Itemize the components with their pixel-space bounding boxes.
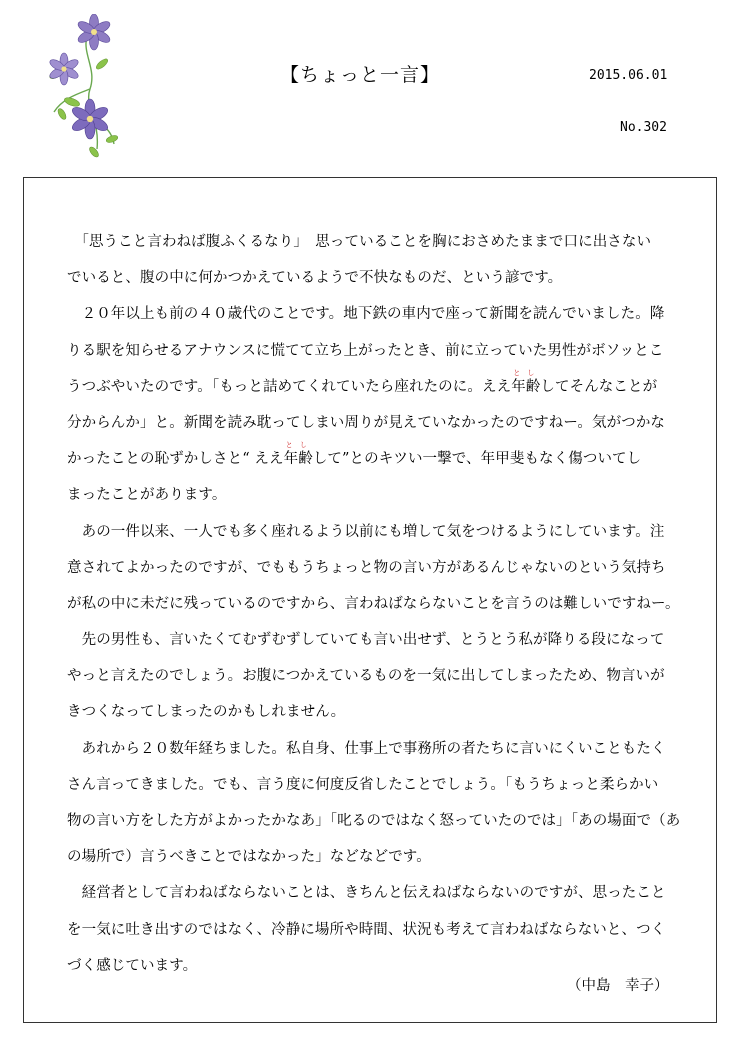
issue-number: No.302 xyxy=(620,120,667,135)
text-segment: して”とのキツい一撃で、年甲斐もなく傷ついてし xyxy=(312,451,642,468)
flower-top xyxy=(76,14,112,50)
ruby-reading: と し xyxy=(513,368,535,377)
text-line: づく感じています。 xyxy=(67,957,198,974)
clematis-flower-illustration xyxy=(42,14,132,164)
flower-middle xyxy=(48,53,80,85)
text-line-with-ruby xyxy=(67,441,697,480)
ruby-base: 年齢 xyxy=(511,378,541,395)
text-segment: かったことの恥ずかしさと“ ええ xyxy=(67,451,284,468)
text-line: を一気に吐き出すのではなく、冷静に場所や時間、状況も考えて言わねばならないと、つく xyxy=(67,921,666,938)
ruby-reading: と し xyxy=(285,441,307,450)
issue-date: 2015.06.01 xyxy=(589,68,668,83)
text-line-with-ruby xyxy=(67,368,697,408)
text-line: の場所で）言うべきことではなかった」などなどです。 xyxy=(67,849,431,866)
text-line: まったことがあります。 xyxy=(67,487,227,504)
text-line: 物の言い方をした方がよかったかなあ」「叱るのではなく怒っていたのでは」「あの場面で（あ xyxy=(67,813,681,829)
text-line: でいると、腹の中に何かつかえているようで不快なものだ、という諺です。 xyxy=(67,270,563,287)
text-line: きつくなってしまったのかもしれません。 xyxy=(67,704,346,721)
text-line: あの一件以来、一人でも多く座れるよう以前にも増して気をつけるようにしています。注 xyxy=(67,523,665,540)
ruby-word xyxy=(511,368,541,395)
text-line: が私の中に未だに残っているのですから、言わねばならないことを言うのは難しいですねー。 xyxy=(67,595,680,612)
ruby-base: 年齢 xyxy=(283,451,313,468)
text-line: 経営者として言わねばならないことは、きちんと伝えねばならないのですが、思ったこと xyxy=(67,885,666,902)
article-body xyxy=(67,227,697,987)
ruby-word xyxy=(283,441,313,468)
text-line: さん言ってきました。でも、言う度に何度反省したことでしょう。「もうちょっと柔らかい xyxy=(67,776,659,793)
text-line: ２０年以上も前の４０歳代のことです。地下鉄の車内で座って新聞を読んでいました。降 xyxy=(67,306,665,323)
text-line: あれから２０数年経ちました。私自身、仕事上で事務所の者たちに言いにくいこともたく xyxy=(67,740,666,757)
text-line: 「思うこと言わねば腹ふくるなり」 思っていることを胸におさめたままで口に出さない xyxy=(67,234,652,250)
text-segment: うつぶやいたのです。「もっと詰めてくれていたら座れたのに。ええ xyxy=(67,378,512,395)
text-line: 分からんか」と。新聞を読み耽ってしまい周りが見えていなかったのですねー。気がつかな xyxy=(67,414,666,431)
text-line: やっと言えたのでしょう。お腹につかえているものを一気に出してしまったため、物言いが xyxy=(67,668,665,685)
text-segment: してそんなことが xyxy=(540,378,658,395)
text-line: 意されてよかったのですが、でももうちょっと物の言い方があるんじゃないのという気持ち xyxy=(67,559,666,576)
text-line: 先の男性も、言いたくてむずむずしていても言い出せず、とうとう私が降りる段になって xyxy=(67,632,665,649)
page-title: 【ちょっと一言】 xyxy=(280,64,441,86)
text-line: りる駅を知らせるアナウンスに慌てて立ち上がったとき、前に立っていた男性がボソッとこ xyxy=(67,342,664,359)
author-signature: （中島 幸子） xyxy=(567,978,669,994)
